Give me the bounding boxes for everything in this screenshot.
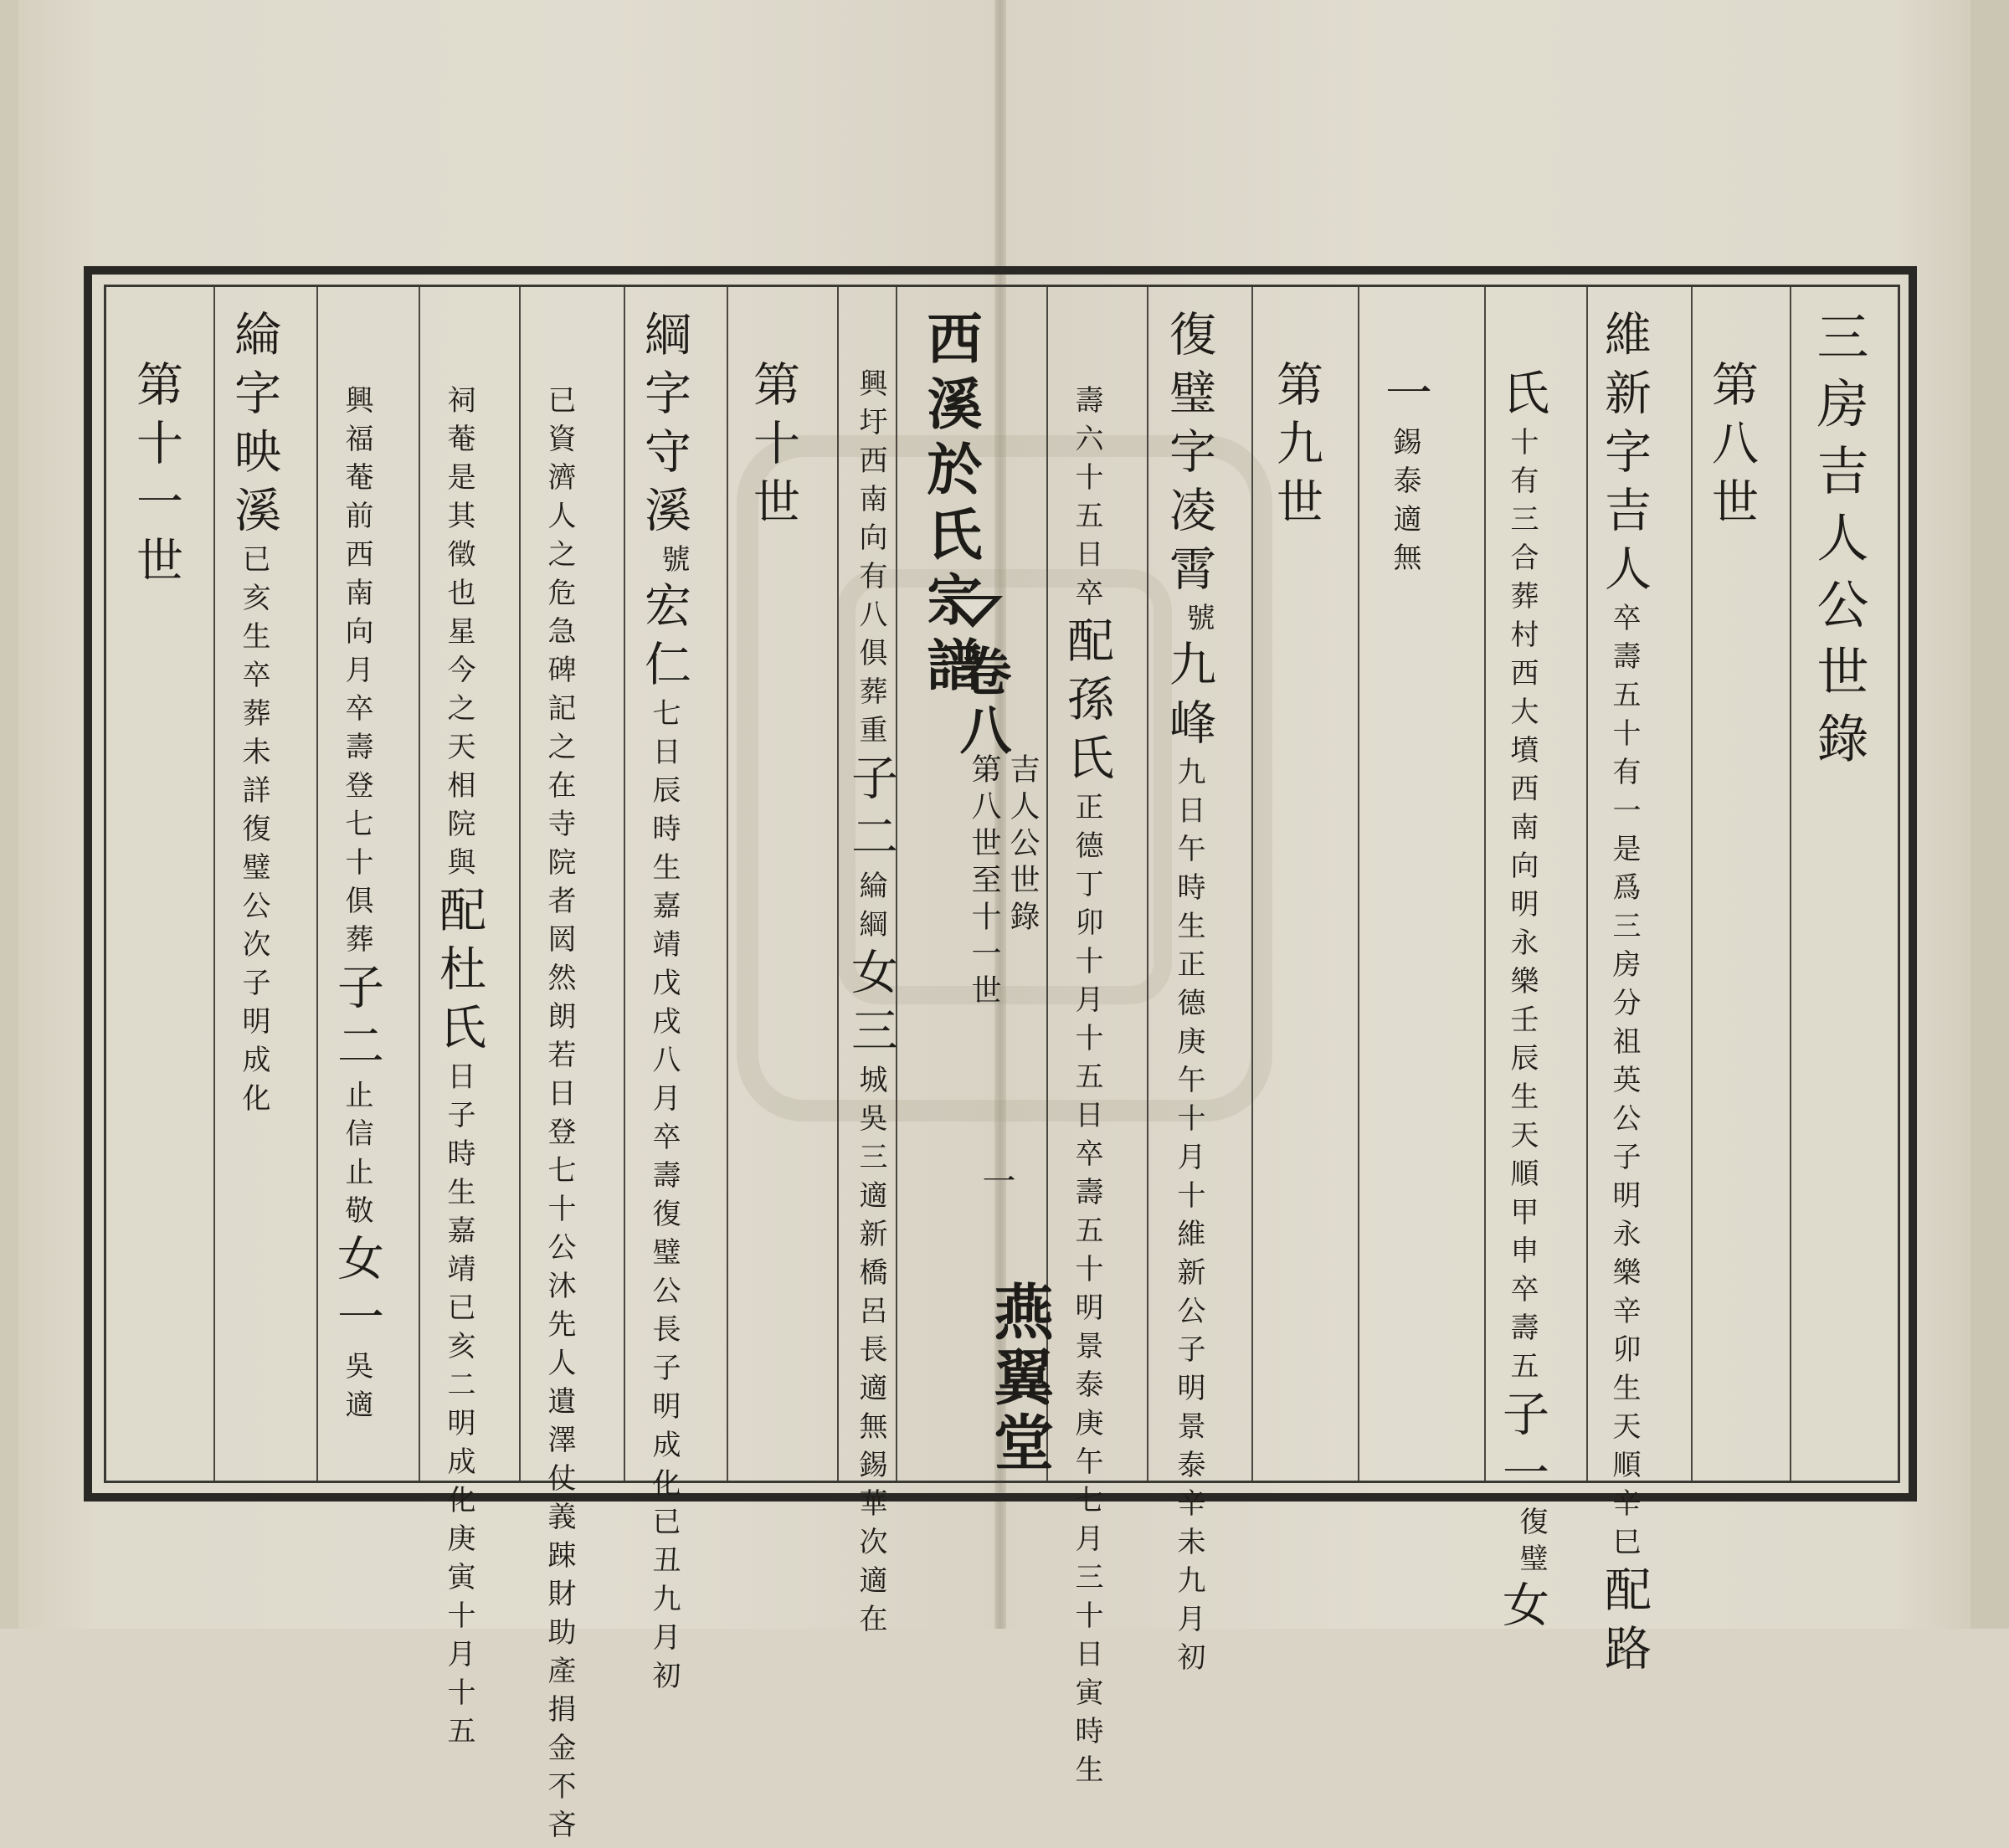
column-rule [1251,287,1253,1481]
entry-mid: 女一 [330,1234,384,1351]
column-rule [519,287,521,1481]
entry-lun [227,310,281,1122]
note-line: 綱 [854,909,887,947]
book-section: 吉人公世錄 [1005,753,1040,937]
page-number: 一 [977,1163,1015,1204]
column-rule [419,287,420,1481]
note-line: 正德丁卯十月十五日卒壽五十 [1070,792,1103,1292]
note-line: 已亥生卒葬未詳 [237,544,270,814]
entry-mid: 女三 [844,947,898,1065]
note-pair [1387,427,1421,581]
entry-name: 氏 [1495,368,1549,427]
note-line: 興福菴前西南向 [340,385,373,654]
entry-mid: 配杜氏 [432,886,486,1061]
note-line: 復璧 [1514,1507,1548,1580]
entry-name: 綸字映溪 [227,310,281,544]
entry-fubi-cont [1060,385,1114,1793]
entry-mid: 宏仁 [637,581,691,698]
note-line: 號 [1181,603,1215,639]
column-rule [316,287,318,1481]
note-pair [441,385,475,886]
entry-name: 一 [1378,368,1432,427]
note-pair [236,544,270,1122]
note-line: 日子時生嘉靖已亥二 [442,1061,475,1408]
note-line: 吳 [340,1351,373,1389]
column-rule [1790,287,1791,1481]
entry-name: 綱字守溪 [637,310,691,544]
note-line: 星今之天相院與 [442,616,475,886]
note-line: 維新公子明景泰辛未九月初 [1172,1219,1205,1681]
entry-mid: 九峰 [1162,639,1216,757]
generation-label-8: 第八世 [1704,360,1759,536]
note-line: 復璧公次子明成化 [237,814,270,1122]
note-line: 九日午時生正德庚午十月十 [1172,757,1205,1219]
note-pair [1504,427,1539,1389]
note-pair [853,368,887,753]
entry-name: 維新字吉人 [1597,310,1652,603]
note-line: 適 [340,1389,373,1428]
column-rule [1691,287,1693,1481]
note-line: 有八俱葬重 [854,561,887,753]
page-edge-right [1970,0,2009,1629]
book-title-bar [911,310,1004,701]
column-rule [1586,287,1588,1481]
note-line: 十有三合葬村西大墳西南向 [1505,427,1539,889]
record-heading: 三房吉人公世錄 [1808,310,1869,778]
note-line: 已資濟人之危急碑記之在寺院者㒺然朗若日 [542,385,576,1116]
note-line: 登七十公沐先人遺澤仗義踈財助產捐金不吝 [542,1116,576,1848]
note-pair [441,1061,475,1754]
column-rule [213,287,215,1481]
hall-name: 燕翼堂 [984,1281,1055,1476]
entry-gang-wife [432,385,486,1754]
note-pair [853,1065,887,1642]
note-pair [853,870,887,947]
generation-label-10: 第十世 [746,360,800,536]
note-line: 長適無錫華次適在 [854,1334,887,1642]
column-rule [727,287,728,1481]
entry-tail: 配路 [1597,1565,1652,1682]
column-rule [1358,287,1359,1481]
note-pair [1606,603,1641,1565]
note-line: 壽六十 [1070,385,1103,501]
entry-mid: 子二 [330,963,384,1080]
note-pair [1069,385,1103,616]
note-pair [339,385,373,963]
entry-name: 復璧字凌霄 [1162,310,1216,603]
entry-weixin [1597,310,1652,1682]
note-pair [1171,757,1205,1681]
note-line: 五日卒 [1070,501,1103,616]
fishtail-mark-inner [953,599,993,619]
book-volume: 卷八 [951,644,1012,762]
note-line: 錫泰 [1388,427,1421,504]
column-rule [896,287,897,1481]
column-rule [624,287,625,1481]
note-line: 明成化庚寅十月十五 [442,1408,475,1754]
note-line: 城吳三適新橋呂 [854,1065,887,1334]
note-line: 七日辰時生嘉靖戊戌八月卒壽 [647,698,681,1199]
note-line: 明永樂壬辰生天順甲申卒壽五 [1505,889,1539,1389]
generation-label-9: 第九世 [1269,360,1323,536]
entry-daughter [1378,368,1432,581]
entry-end: 女 [1495,1580,1549,1639]
book-title: 西溪於氏宗譜 [917,310,983,701]
note-line: 明景泰庚午七月三十日寅時生 [1070,1292,1103,1793]
entry-gang [637,310,691,1699]
note-pair [1069,792,1103,1793]
note-line: 祠菴是其徵也 [442,385,475,616]
column-rule [837,287,839,1481]
note-line: 卒壽五十有一是爲三房分祖 [1607,603,1641,1065]
entry-mid: 配孫氏 [1060,616,1114,792]
generation-label-11: 第十一世 [129,360,183,594]
note-line: 止敬 [340,1157,373,1234]
note-line: 綸 [854,870,887,909]
note-pair [646,698,681,1699]
column-rule [1484,287,1486,1481]
book-range: 第八世至十一世 [967,753,1001,1011]
entry-fubi [1162,310,1216,1681]
note-line: 適無 [1388,504,1421,581]
note-line: 月卒壽登七十俱葬 [340,654,373,963]
note-pair [339,1351,373,1428]
entry-tail: 子一 [1495,1389,1549,1507]
note-line: 英公子明永樂辛卯生天順辛巳 [1607,1065,1641,1565]
note-pair [339,1080,373,1234]
note-line: 止信 [340,1080,373,1157]
entry-mid: 子二 [844,753,898,870]
note-line: 號 [656,544,690,581]
note-line: 興圩西南向 [854,368,887,561]
note-line: 復璧公長子明成化已丑九月初 [647,1199,681,1699]
entry-lushi [1495,368,1549,1639]
column-rule [1147,287,1148,1481]
entry-gang-children [330,385,384,1428]
entry-fubi-children [844,368,898,1642]
page-edge-left [0,0,20,1629]
